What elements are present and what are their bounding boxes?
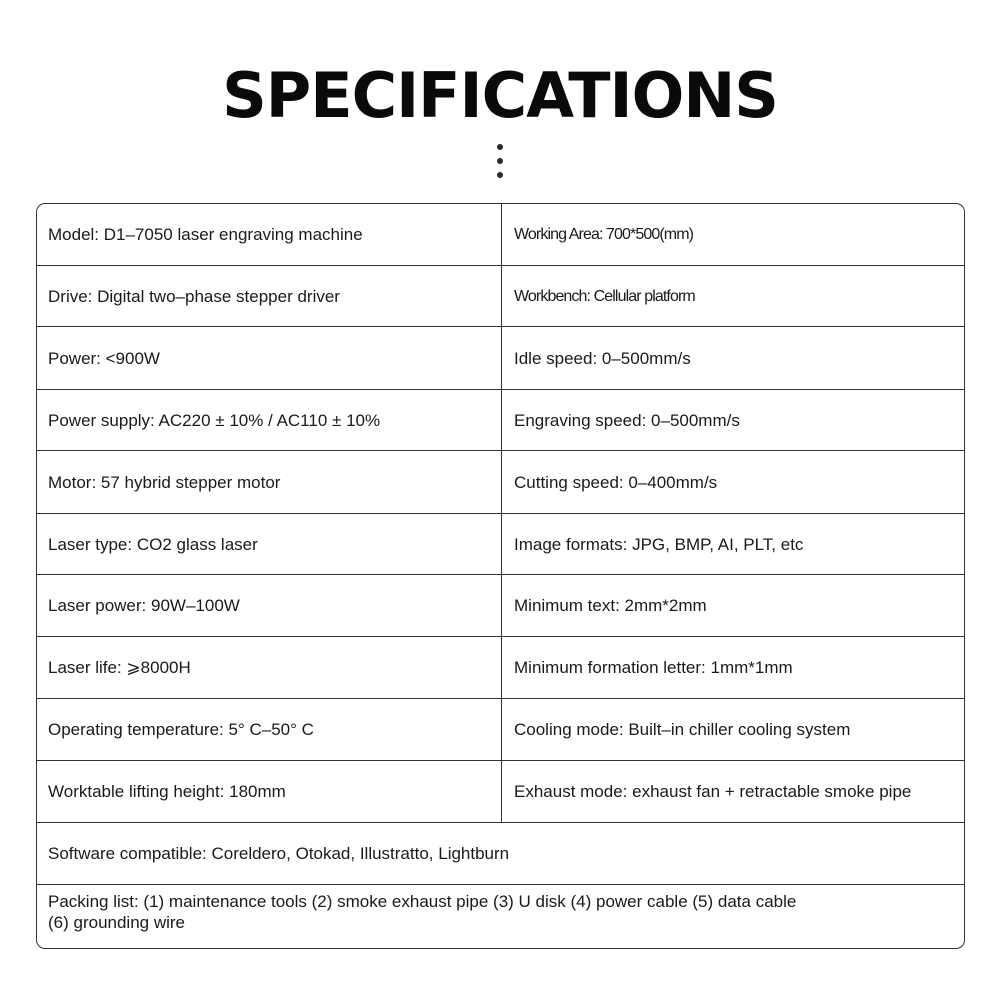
table-row	[37, 575, 964, 637]
table-row	[37, 514, 964, 575]
dot-icon	[497, 172, 503, 178]
spec-cell-left: Drive: Digital two–phase stepper driver	[37, 266, 502, 326]
spec-cell-left: Laser power: 90W–100W	[37, 575, 502, 636]
table-row	[37, 451, 964, 514]
spec-cell-right: Idle speed: 0–500mm/s	[514, 348, 691, 368]
spec-cell-right: Minimum formation letter: 1mm*1mm	[514, 658, 793, 677]
spec-cell-left: Laser type: CO2 glass laser	[37, 514, 502, 574]
spec-cell-right: Image formats: JPG, BMP, AI, PLT, etc	[514, 534, 804, 554]
table-row	[37, 327, 964, 390]
packing-list-cell	[37, 885, 964, 949]
spec-cell-left: Model: D1–7050 laser engraving machine	[37, 204, 502, 265]
dot-icon	[497, 158, 503, 164]
spec-cell-left: Operating temperature: 5° C–50° C	[37, 699, 502, 760]
spec-cell-left: Power: <900W	[37, 327, 502, 389]
table-row	[37, 204, 964, 266]
dot-icon	[497, 144, 503, 150]
table-row	[37, 885, 964, 949]
software-compatible-cell: Software compatible: Coreldero, Otokad, Illustratto, Lightburn	[48, 844, 510, 863]
page-title: SPECIFICATIONS	[222, 59, 778, 132]
spec-cell-right: Working Area: 700*500(mm)	[514, 226, 694, 243]
spec-cell-right: Exhaust mode: exhaust fan + retractable smoke pipe	[514, 782, 912, 801]
spec-cell-right: Engraving speed: 0–500mm/s	[514, 410, 740, 430]
spec-cell-left: Power supply: AC220 ± 10% / AC110 ± 10%	[37, 390, 502, 450]
table-row	[37, 390, 964, 451]
spec-cell-left: Worktable lifting height: 180mm	[37, 761, 502, 822]
spec-cell-right: Minimum text: 2mm*2mm	[514, 596, 707, 615]
vertical-dots-icon	[496, 144, 504, 180]
packing-list-line-2: (6) grounding wire	[48, 913, 186, 932]
spec-cell-right: Cutting speed: 0–400mm/s	[514, 472, 718, 492]
table-row	[37, 637, 964, 699]
packing-list-line-1: Packing list: (1) maintenance tools (2) smoke exhaust pipe (3) U disk (4) power cable (5) data cable	[48, 892, 797, 911]
table-row	[37, 823, 964, 885]
spec-cell-right: Cooling mode: Built–in chiller cooling system	[514, 720, 851, 739]
spec-cell-left: Motor: 57 hybrid stepper motor	[37, 451, 502, 513]
spec-cell-right: Workbench: Cellular platform	[514, 287, 695, 305]
table-row	[37, 761, 964, 823]
table-row	[37, 266, 964, 327]
spec-cell-left: Laser life: ⩾8000H	[37, 637, 502, 698]
specifications-table	[36, 203, 965, 949]
table-row	[37, 699, 964, 761]
